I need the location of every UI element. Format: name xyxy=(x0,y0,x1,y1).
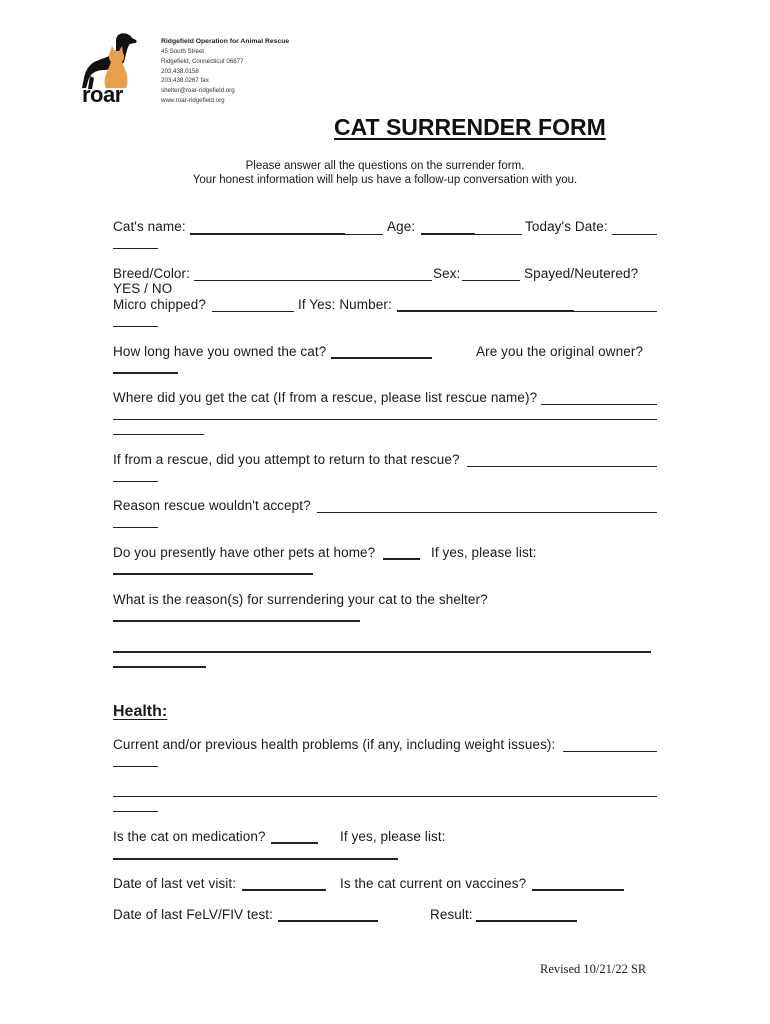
chip-number-field-wrap[interactable] xyxy=(113,326,158,327)
felv-test-field[interactable] xyxy=(278,920,378,922)
vaccines-field[interactable] xyxy=(532,889,624,891)
todays-date-field[interactable] xyxy=(612,234,657,235)
fax: 203.438.0267 fax xyxy=(161,77,209,85)
last-vet-field[interactable] xyxy=(242,889,326,891)
medication-list-field[interactable] xyxy=(113,858,398,860)
surrender-reason-field[interactable] xyxy=(113,620,360,622)
health-problems-field-line-2[interactable] xyxy=(113,796,657,797)
intro-line-1: Please answer all the questions on the surrender form. xyxy=(245,160,525,172)
cats-name-label: Cat's name: xyxy=(113,219,186,234)
spayed-neutered-label: Spayed/Neutered? xyxy=(524,266,639,281)
last-vet-label: Date of last vet visit: xyxy=(113,876,237,891)
chip-number-label: If Yes: Number: xyxy=(298,297,392,312)
reason-rescue-field-wrap[interactable] xyxy=(113,527,158,528)
other-pets-label: Do you presently have other pets at home? xyxy=(113,545,376,560)
chip-number-field-ext[interactable] xyxy=(574,311,657,312)
where-get-field[interactable] xyxy=(541,404,657,405)
chip-number-field[interactable] xyxy=(397,310,574,312)
sex-label: Sex: xyxy=(433,266,461,281)
form-title: CAT SURRENDER FORM xyxy=(334,114,606,140)
reason-rescue-label: Reason rescue wouldn't accept? xyxy=(113,498,311,513)
health-problems-field-line-3[interactable] xyxy=(113,811,158,812)
surrender-reason-field-line-2[interactable] xyxy=(113,651,651,653)
phone: 203.438.0158 xyxy=(161,67,199,75)
breed-color-label: Breed/Color: xyxy=(113,266,190,281)
original-owner-label: Are you the original owner? xyxy=(476,344,644,359)
medication-field[interactable] xyxy=(271,842,318,844)
website: www.roar-ridgefield.org xyxy=(161,96,225,104)
attempt-return-field-wrap[interactable] xyxy=(113,481,158,482)
sex-field[interactable] xyxy=(462,280,520,281)
surrender-reason-label: What is the reason(s) for surrendering your cat to the shelter? xyxy=(113,592,488,607)
original-owner-field[interactable] xyxy=(113,372,178,374)
cats-name-field-ext[interactable] xyxy=(345,234,383,235)
age-field[interactable] xyxy=(421,233,475,235)
age-field-ext[interactable] xyxy=(475,234,522,235)
roar-logo xyxy=(80,32,142,106)
todays-date-label: Today's Date: xyxy=(525,219,608,234)
where-get-label: Where did you get the cat (If from a rescue, please list rescue name)? xyxy=(113,390,538,405)
how-long-owned-label: How long have you owned the cat? xyxy=(113,344,327,359)
address-line: 45 South Street xyxy=(161,48,204,55)
health-problems-field-wrap[interactable] xyxy=(113,766,158,767)
other-pets-list-label: If yes, please list: xyxy=(431,545,537,560)
address-line: Ridgefield, Connecticut 06877 xyxy=(161,57,244,65)
health-problems-label: Current and/or previous health problems (if any, including weight issues): xyxy=(113,737,556,752)
result-field[interactable] xyxy=(476,920,577,922)
felv-test-label: Date of last FeLV/FIV test: xyxy=(113,907,274,922)
reason-rescue-field[interactable] xyxy=(317,512,657,513)
spayed-yes-no[interactable]: YES / NO xyxy=(113,281,173,296)
result-label: Result: xyxy=(430,907,473,922)
logo-text: roar xyxy=(82,82,123,107)
health-problems-field[interactable] xyxy=(563,751,657,752)
org-name: Ridgefield Operation for Animal Rescue xyxy=(161,38,290,45)
email: shelter@roar-ridgefield.org xyxy=(161,87,235,95)
age-label: Age: xyxy=(387,219,416,234)
micro-chipped-label: Micro chipped? xyxy=(113,297,206,312)
vaccines-label: Is the cat current on vaccines? xyxy=(340,876,527,891)
medication-label: Is the cat on medication? xyxy=(113,829,266,844)
intro-line-2: Your honest information will help us have a follow-up conversation with you. xyxy=(192,174,578,186)
org-address xyxy=(161,47,244,106)
breed-color-field[interactable] xyxy=(194,280,432,281)
micro-chipped-field[interactable] xyxy=(212,311,294,312)
todays-date-field-wrap[interactable] xyxy=(113,248,158,249)
surrender-reason-field-line-3[interactable] xyxy=(113,666,206,668)
health-heading: Health: xyxy=(113,703,168,720)
revised-note: Revised 10/21/22 SR xyxy=(540,962,647,976)
medication-list-label: If yes, please list: xyxy=(340,829,446,844)
where-get-field-line-2[interactable] xyxy=(113,419,657,420)
other-pets-list-field[interactable] xyxy=(113,573,313,575)
how-long-owned-field[interactable] xyxy=(331,357,432,359)
other-pets-field[interactable] xyxy=(383,558,420,560)
cats-name-field[interactable] xyxy=(190,233,345,235)
where-get-field-line-3[interactable] xyxy=(113,434,204,435)
attempt-return-label: If from a rescue, did you attempt to return to that rescue? xyxy=(113,452,460,467)
attempt-return-field[interactable] xyxy=(467,466,657,467)
